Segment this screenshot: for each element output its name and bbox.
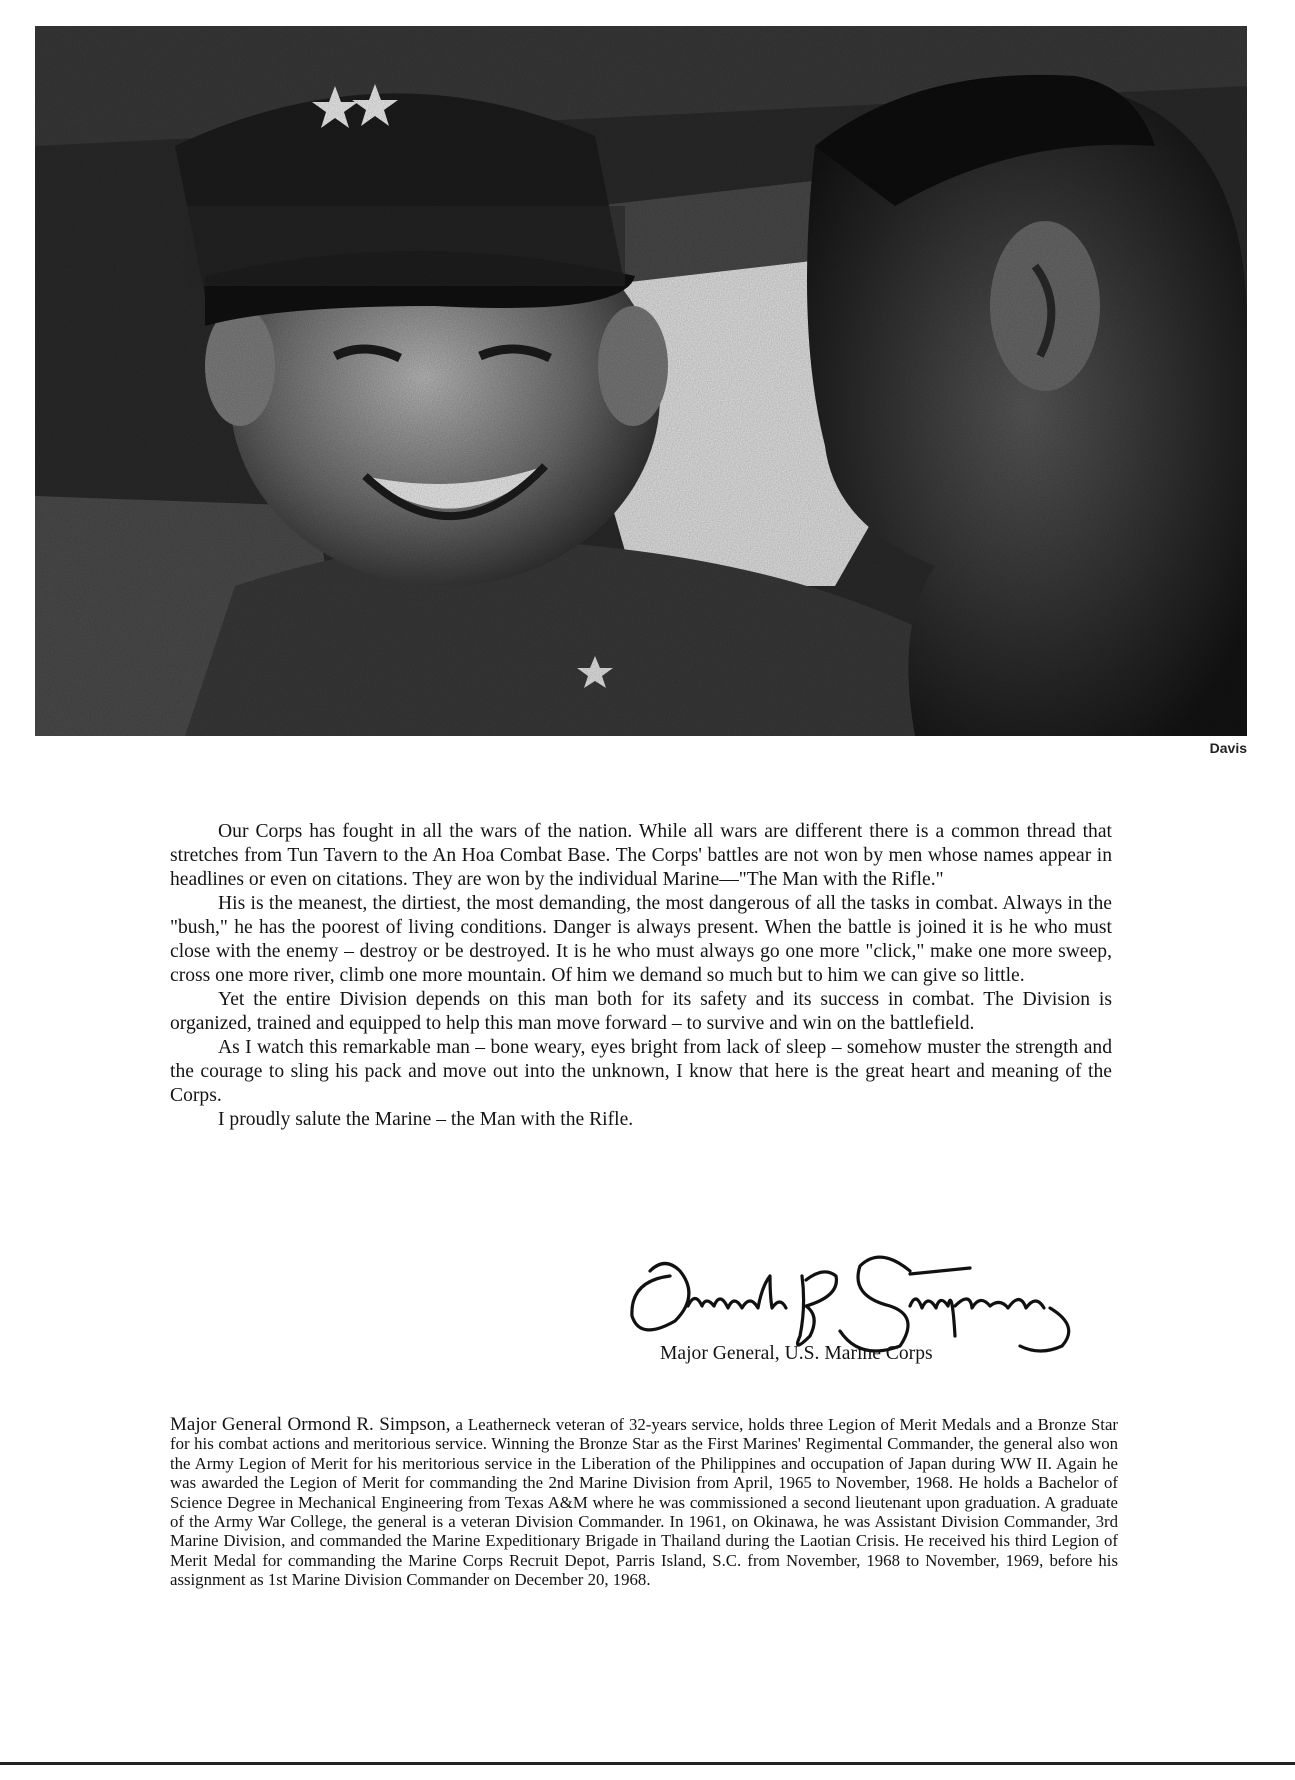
portrait-photo (35, 26, 1247, 736)
handwritten-signature (610, 1236, 1130, 1356)
letter-paragraph-3: Yet the entire Division depends on this man both for its safety and its success in combat. The Division is organized, trained and equipped to help this man move forward – to survive and win on the battlefield. (170, 989, 1112, 1034)
letter-paragraph-1: Our Corps has fought in all the wars of the nation. While all wars are different there is a common thread that stretches from Tun Tavern to the An Hoa Combat Base. The Corps' battles are not won by men whose names appear in headlines or even on citations. They are won by the individual Marine—"The Man with the Rifle." (170, 821, 1112, 890)
bottom-rule (0, 1762, 1295, 1765)
signature-icon (610, 1236, 1130, 1356)
letter-paragraph-2: His is the meanest, the dirtiest, the most demanding, the most dangerous of all the tasks in combat. Always in the "bush," he has the poorest of living conditions. Danger is always present. When the battle is joined it is he who must close with the enemy – destroy or be destroyed. It is he who must always go one more "click," make one more sweep, cross one more river, climb one more mountain. Of him we demand so much but to him we can give so little. (170, 893, 1112, 986)
letter-paragraph-5: I proudly salute the Marine – the Man with the Rifle. (218, 1109, 634, 1130)
biography-block (170, 1415, 1118, 1590)
bio-name: Major General Ormond R. Simpson, (170, 1414, 451, 1435)
photo-credit: Davis (1209, 740, 1247, 756)
signature-title: Major General, U.S. Marine Corps (660, 1343, 933, 1364)
letter-body (170, 820, 1112, 1132)
bio-text: a Leatherneck veteran of 32-years service, holds three Legion of Merit Medals and a Bronze Star for his combat actions and meritorious service. Winning the Bronze Star as the First Marines' Regimental Commander, the general also won the Army Legion of Merit for his meritorious service in the Liberation of the Philippines and occupation of Japan during WW II. Again he was awarded the Legion of Merit for commanding the 2nd Marine Division from April, 1965 to November, 1968. He holds a Bachelor of Science Degree in Mechanical Engineering from Texas A&M where he was commissioned a second lieutenant upon graduation. A graduate of the Army War College, the general is a veteran Division Commander. In 1961, on Okinawa, he was Assistant Division Commander, 3rd Marine Division, and commanded the Marine Expeditionary Brigade in Thailand during the Laotian Crisis. He received his third Legion of Merit Medal for commanding the Marine Corps Recruit Depot, Parris Island, S.C. from November, 1968 to November, 1969, before his assignment as 1st Marine Division Commander on December 20, 1968. (170, 1415, 1118, 1590)
portrait-illustration (35, 26, 1247, 736)
letter-paragraph-4: As I watch this remarkable man – bone weary, eyes bright from lack of sleep – somehow muster the strength and the courage to sling his pack and move out into the unknown, I know that here is the great heart and meaning of the Corps. (170, 1037, 1112, 1106)
